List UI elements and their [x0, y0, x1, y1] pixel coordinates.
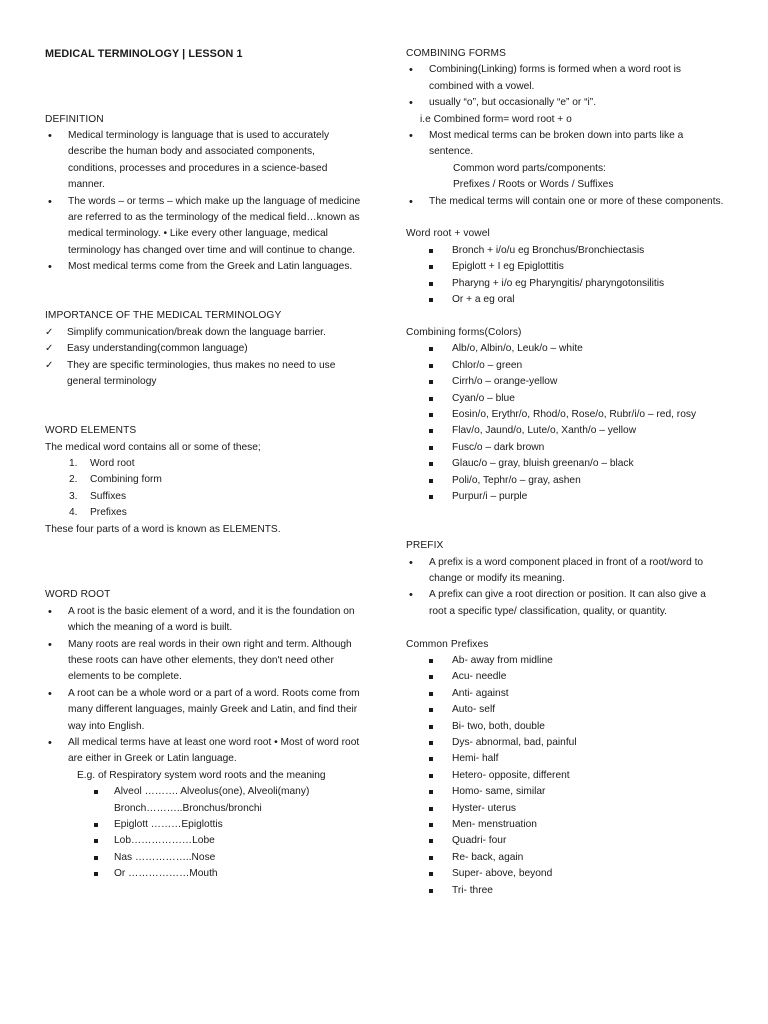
- list-item: Hemi- half: [406, 751, 726, 767]
- word-parts-list: Prefixes / Roots or Words / Suffixes: [453, 179, 614, 191]
- list-item: 2. Combining form: [69, 474, 162, 486]
- list-item: Hetero- opposite, different: [406, 768, 726, 784]
- list-item: Purpur/i – purple: [406, 489, 726, 505]
- word-root-list: [45, 604, 365, 768]
- colors-heading: Combining forms(Colors): [406, 326, 522, 338]
- combining-forms-list: [406, 62, 726, 111]
- combining-forms-note: i.e Combined form= word root + o: [420, 113, 572, 125]
- list-item: Epiglott + I eg Epiglottitis: [406, 259, 726, 275]
- list-item: 1. Word root: [69, 458, 135, 470]
- list-item: Nas ……………..Nose: [45, 850, 365, 866]
- right-column: [406, 46, 726, 899]
- importance-heading: IMPORTANCE OF THE MEDICAL TERMINOLOGY: [45, 310, 282, 322]
- list-item: 3. Suffixes: [69, 490, 127, 502]
- list-item: Flav/o, Jaund/o, Lute/o, Xanth/o – yellow: [406, 423, 726, 439]
- list-item: Dys- abnormal, bad, painful: [406, 735, 726, 751]
- document-title: MEDICAL TERMINOLOGY | LESSON 1: [45, 48, 243, 60]
- list-item: Auto- self: [406, 702, 726, 718]
- list-item: • A prefix can give a root direction or position. It can also give a root a specific type/ classification, quality, or quantity.: [406, 587, 726, 620]
- list-item: • The medical terms will contain one or more of these components.: [406, 194, 726, 210]
- list-item: • Medical terminology is language that is used to accurately describe the human body and associated components, conditions, processes and procedures in a science-based manner.: [45, 128, 365, 194]
- list-item: Super- above, beyond: [406, 866, 726, 882]
- definition-heading: DEFINITION: [45, 113, 104, 125]
- list-item: Cyan/o – blue: [406, 391, 726, 407]
- combining-forms-heading: COMBINING FORMS: [406, 48, 506, 59]
- word-root-examples: [45, 784, 365, 882]
- word-elements-outro: These four parts of a word is known as ELEMENTS.: [45, 523, 281, 535]
- list-item: ✓ Easy understanding(common language): [45, 341, 365, 357]
- list-item: Bronch + i/o/u eg Bronchus/Bronchiectasis: [406, 243, 726, 259]
- common-prefixes-list: [406, 653, 726, 899]
- list-item: Bronch………..Bronchus/bronchi: [114, 802, 262, 814]
- list-item: Alveol ………. Alveolus(one), Alveoli(many): [45, 784, 365, 800]
- list-item: Ab- away from midline: [406, 653, 726, 669]
- list-item: 4. Prefixes: [69, 507, 127, 519]
- list-item: Fusc/o – dark brown: [406, 440, 726, 456]
- importance-list: [45, 325, 365, 391]
- prefix-list: [406, 555, 726, 621]
- list-item: Chlor/o – green: [406, 358, 726, 374]
- example-intro: E.g. of Respiratory system word roots and the meaning: [77, 769, 326, 781]
- word-elements-intro: The medical word contains all or some of these;: [45, 441, 261, 453]
- combining-forms-list-3: [406, 194, 726, 210]
- list-item: Tri- three: [406, 883, 726, 899]
- list-item: • All medical terms have at least one word root • Most of word root are either in Greek or Latin language.: [45, 735, 365, 768]
- list-item: • usually “o”, but occasionally “e” or “i”.: [406, 95, 726, 111]
- list-item: Poli/o, Tephr/o – gray, ashen: [406, 473, 726, 489]
- list-item: Re- back, again: [406, 850, 726, 866]
- list-item: Homo- same, similar: [406, 784, 726, 800]
- common-prefixes-heading: Common Prefixes: [406, 638, 489, 650]
- list-item: • The words – or terms – which make up the language of medicine are referred to as the terminology of the medical field…known as medical terminology. • Like every other language, medical terminology has changed over time and will continue to change.: [45, 194, 365, 260]
- word-elements-heading: WORD ELEMENTS: [45, 425, 137, 437]
- list-item: Pharyng + i/o eg Pharyngitis/ pharyngotonsilitis: [406, 276, 726, 292]
- word-root-heading: WORD ROOT: [45, 589, 111, 601]
- list-item: Quadri- four: [406, 833, 726, 849]
- list-item: Or ………………Mouth: [45, 866, 365, 882]
- list-item: ✓ They are specific terminologies, thus makes no need to use general terminology: [45, 358, 365, 391]
- list-item: Acu- needle: [406, 669, 726, 685]
- list-item: • Many roots are real words in their own right and term. Although these roots can have other elements, they don't need other elements to be complete.: [45, 637, 365, 686]
- list-item: Lob………………Lobe: [45, 833, 365, 849]
- list-item: Glauc/o – gray, bluish greenan/o – black: [406, 456, 726, 472]
- list-item: Anti- against: [406, 686, 726, 702]
- list-item: • Combining(Linking) forms is formed when a word root is combined with a vowel.: [406, 62, 726, 95]
- list-item: • A root is the basic element of a word, and it is the foundation on which the meaning of a word is built.: [45, 604, 365, 637]
- list-item: • Most medical terms can be broken down into parts like a sentence.: [406, 128, 726, 161]
- list-item: Men- menstruation: [406, 817, 726, 833]
- colors-list: [406, 341, 726, 505]
- word-root-vowel-list: [406, 243, 726, 309]
- list-item: • A prefix is a word component placed in front of a root/word to change or modify its meaning.: [406, 555, 726, 588]
- list-item: Bi- two, both, double: [406, 719, 726, 735]
- list-item: Epiglott ………Epiglottis: [45, 817, 365, 833]
- list-item: Hyster- uterus: [406, 801, 726, 817]
- list-item: • Most medical terms come from the Greek and Latin languages.: [45, 259, 365, 275]
- list-item: • A root can be a whole word or a part of a word. Roots come from many different languages, mainly Greek and Latin, and find their way into English.: [45, 686, 365, 735]
- list-item: Cirrh/o – orange-yellow: [406, 374, 726, 390]
- list-item: Or + a eg oral: [406, 292, 726, 308]
- list-item: ✓ Simplify communication/break down the language barrier.: [45, 325, 365, 341]
- list-item: Alb/o, Albin/o, Leuk/o – white: [406, 341, 726, 357]
- definition-list: [45, 128, 365, 276]
- word-elements-list: [45, 456, 365, 522]
- combining-forms-list-2: [406, 128, 726, 161]
- list-item: Eosin/o, Erythr/o, Rhod/o, Rose/o, Rubr/i/o – red, rosy: [406, 407, 726, 423]
- word-root-vowel-heading: Word root + vowel: [406, 228, 490, 240]
- prefix-heading: PREFIX: [406, 540, 444, 552]
- left-column: [45, 46, 365, 883]
- word-parts-note: Common word parts/components:: [453, 162, 606, 174]
